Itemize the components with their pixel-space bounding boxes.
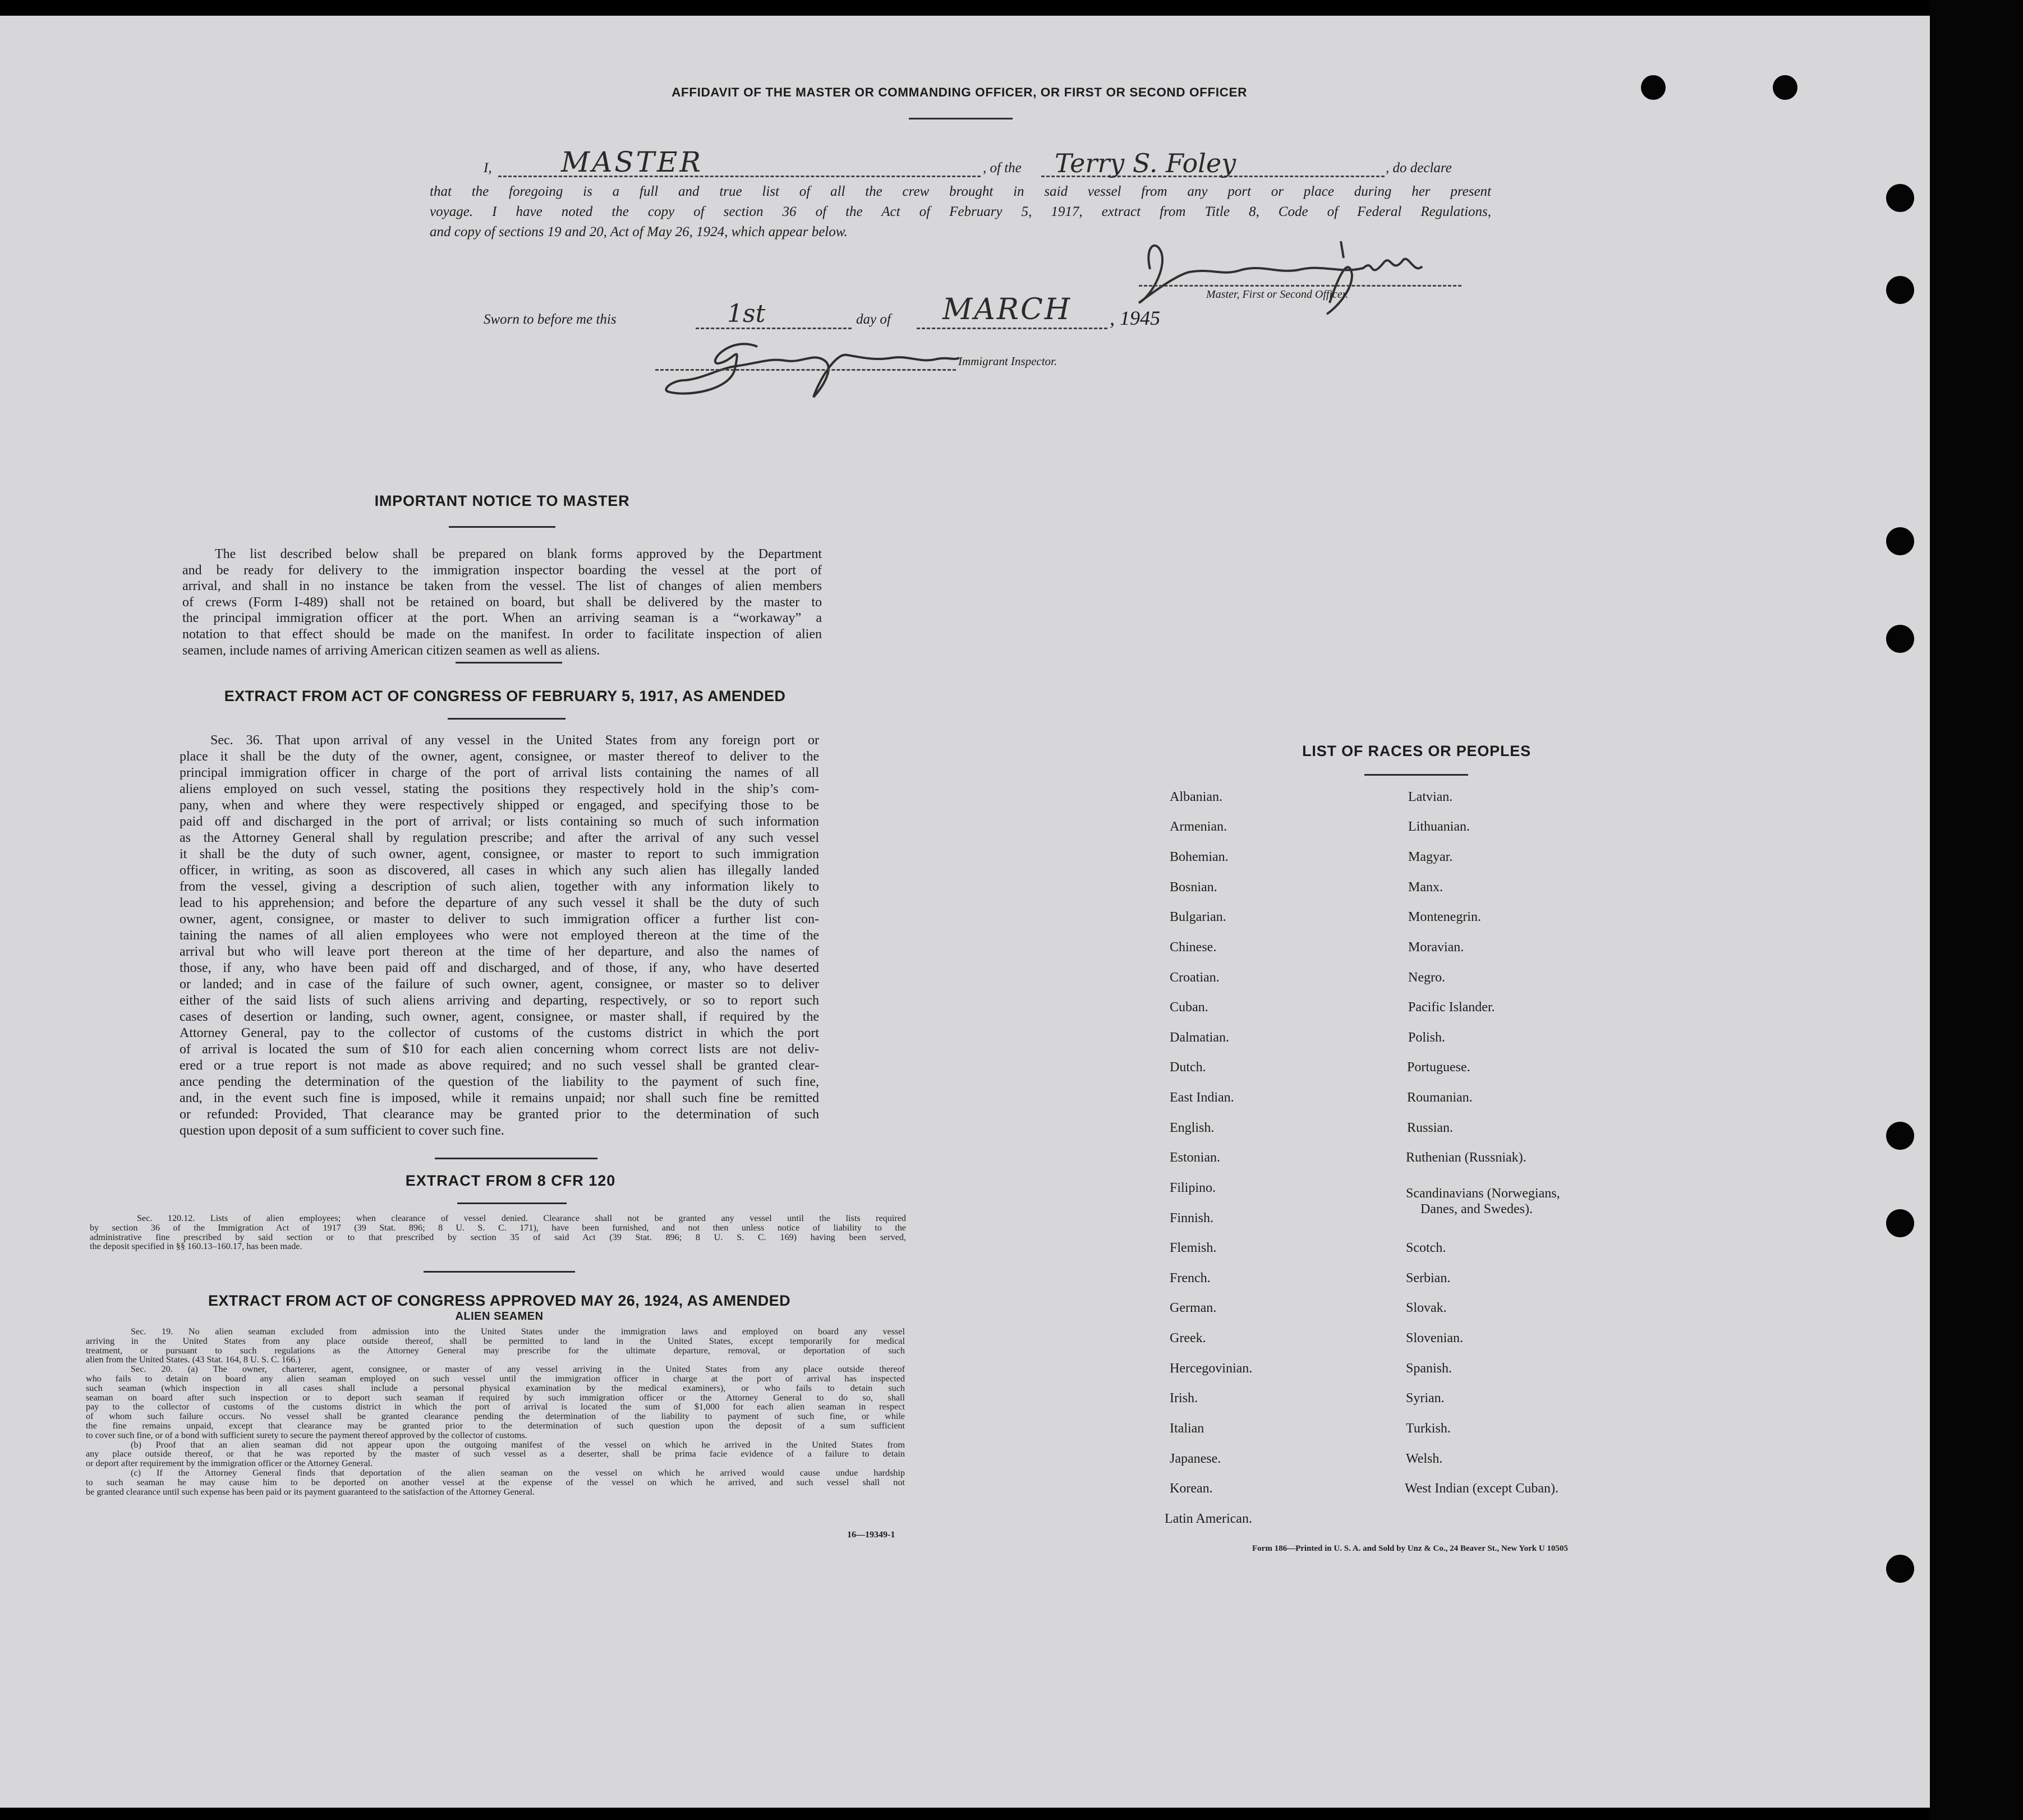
binder-hole: [1886, 276, 1914, 304]
sec-20-line: to cover such fine, or of a bond with sufficient surety to secure the payment thereof approved by the collector of customs.: [86, 1430, 527, 1440]
sec-20-line: the fine remains unpaid, except that clearance may be granted prior to the determination of such question upon the deposit of a sum sufficient: [86, 1420, 905, 1431]
race-right-item: Welsh.: [1406, 1452, 1443, 1466]
sworn-year: , 1945: [1110, 307, 1160, 329]
race-right-item: Polish.: [1408, 1030, 1446, 1045]
affidavit-line-4: and copy of sections 19 and 20, Act of May 26, 1924, which appear below.: [430, 224, 848, 239]
notice-body: [182, 546, 822, 658]
affidavit-heading: AFFIDAVIT OF THE MASTER OR COMMANDING OFFICER, OR FIRST OR SECOND OFFICER: [672, 85, 1247, 99]
extract-cfr-title: EXTRACT FROM 8 CFR 120: [405, 1172, 616, 1189]
extract-1917-title: EXTRACT FROM ACT OF CONGRESS OF FEBRUARY 5, 1917, AS AMENDED: [224, 688, 786, 704]
race-left-item: Croatian.: [1170, 970, 1220, 985]
alien-seamen-subtitle: ALIEN SEAMEN: [455, 1310, 544, 1323]
race-right-item: Magyar.: [1408, 850, 1453, 864]
race-right-item: Russian.: [1407, 1121, 1454, 1135]
binder-hole: [1886, 625, 1914, 653]
race-left-item: Chinese.: [1170, 940, 1217, 955]
binder-hole: [1641, 75, 1666, 100]
cfr-line: by section 36 of the Immigration Act of 1917 (39 Stat. 896; 8 U. S. C. 171), have been furnished, and not then unless notice of liability to the: [90, 1222, 906, 1233]
binder-hole: [1773, 75, 1797, 100]
section-36-line: place it shall be the duty of the owner, agent, consignee, or master thereof to deliver to the: [180, 749, 819, 764]
race-right-item: Montenegrin.: [1408, 910, 1481, 924]
heading-rule: [909, 118, 1013, 119]
race-right-item: Latvian.: [1408, 790, 1453, 804]
race-left-item: Irish.: [1170, 1391, 1198, 1406]
notice-line: notation to that effect should be made on the manifest. In order to facilitate inspection of alien: [182, 626, 822, 642]
sec-20c-line: be granted clearance until such expense has been paid or its payment guaranteed to the satisfaction of the Attorney General.: [86, 1486, 535, 1497]
race-left-item: Estonian.: [1170, 1150, 1220, 1165]
section-36-line: Sec. 36. That upon arrival of any vessel in the United States from any foreign port or: [210, 733, 819, 748]
race-right-item: Spanish.: [1406, 1361, 1452, 1376]
section-36-line: officer, in writing, as soon as discovered, all cases in which any such alien has illegally landed: [180, 863, 819, 878]
section-36-line: either of the said lists of such aliens arriving and departing, respectively, or so to report such: [180, 993, 819, 1008]
race-left-item: Dutch.: [1170, 1060, 1206, 1075]
do-declare-label: , do declare: [1386, 160, 1452, 176]
sec-20-line: who fails to detain on board any alien seaman employed on such vessel until the immigration officer in charge at the port of arrival has inspected: [86, 1373, 905, 1384]
sec-20-line: of whom such failure occurs. No vessel shall be granted clearance pending the determination of the liability to payment of such fine, or while: [86, 1411, 905, 1422]
race-left-item: Bulgarian.: [1170, 910, 1226, 924]
race-right-item: Pacific Islander.: [1408, 1000, 1495, 1015]
race-left-item: Finnish.: [1170, 1211, 1214, 1225]
sec-20c-line: to such seaman he may cause him to be deported on another vessel at the expense of the vessel on which he arrived, and such vessel shall not: [86, 1477, 905, 1487]
affidavit-line-3: voyage. I have noted the copy of section 36 of the Act of February 5, 1917, extract from Title 8, Code of Federal Regulations,: [430, 204, 1491, 219]
section-36-line: as the Attorney General shall by regulation prescribe; and after the arrival of any such vessel: [180, 831, 819, 845]
sec-20c-line: (c) If the Attorney General finds that deportation of the alien seaman on the vessel on which he arrived would cause undue hardship: [131, 1467, 905, 1478]
race-left-item: French.: [1170, 1271, 1211, 1285]
section-36-line: question upon deposit of a sum sufficient to cover such fine.: [180, 1123, 504, 1138]
sec-19-line: Sec. 19. No alien seaman excluded from admission into the United States under the immigration laws and employed on board any vessel: [131, 1326, 905, 1337]
section-36-line: of arrival is located the sum of $10 for each alien concerning whom correct lists are not deliv-: [180, 1042, 819, 1057]
race-right-item: Ruthenian (Russniak).: [1406, 1150, 1527, 1165]
inspector-signature: [651, 330, 965, 403]
notice-title-rule: [449, 526, 555, 528]
race-left-item: Bohemian.: [1170, 850, 1229, 864]
extract-cfr-body: [90, 1214, 906, 1251]
race-right-item: Slovak.: [1406, 1301, 1447, 1315]
notice-line: the principal immigration officer at the port. When an arriving seaman is a “workaway” a: [182, 611, 822, 626]
sec-19-line: alien from the United States. (43 Stat. 164, 8 U. S. C. 166.): [86, 1354, 301, 1365]
race-right-item: Moravian.: [1408, 940, 1464, 955]
printer-footer: Form 186—Printed in U. S. A. and Sold by Unz & Co., 24 Beaver St., New York U 10505: [1252, 1544, 1568, 1553]
binder-hole: [1886, 184, 1914, 212]
race-left-item: Albanian.: [1170, 790, 1222, 804]
race-right-item: Scandinavians (Norwegians,: [1406, 1186, 1560, 1201]
race-right-item: Manx.: [1408, 880, 1443, 895]
section-36-line: and, in the event such fine is imposed, while it remains unpaid; nor shall such fine be remitted: [180, 1091, 819, 1105]
sec-20-line: seaman on board after such inspection or to deport such seaman if required by such immigration officer or the Attorney General to do so, shall: [86, 1392, 905, 1403]
affidavit-line-2: that the foregoing is a full and true list of all the crew brought in said vessel from any port or place during her present: [430, 184, 1491, 199]
race-right-item: Lithuanian.: [1408, 819, 1470, 834]
section-36-line: ance pending the determination of the question of the liability to the payment of such fine,: [180, 1075, 819, 1089]
section-36-line: taining the names of all alien employees who were not employed thereon at the time of the: [180, 928, 819, 943]
notice-line: arrival, and shall in no instance be taken from the vessel. The list of changes of alien members: [182, 579, 822, 594]
race-left-item: Greek.: [1170, 1331, 1206, 1346]
sworn-day-handwritten: 1st: [727, 300, 766, 328]
race-right-item: Syrian.: [1406, 1391, 1445, 1406]
extract-1917-body: [180, 732, 819, 1139]
binder-hole: [1886, 527, 1914, 555]
inspector-signature-line: [655, 369, 956, 371]
day-of-label: day of: [856, 312, 891, 327]
sec-20b-line: or deport after requirement by the immigration officer or the Attorney General.: [86, 1458, 373, 1469]
race-left-item: Japanese.: [1170, 1452, 1221, 1466]
race-left-item: Cuban.: [1170, 1000, 1208, 1015]
races-title-rule: [1364, 774, 1468, 776]
binder-hole: [1886, 1209, 1914, 1237]
sworn-month-line: [917, 328, 1107, 329]
race-left-item: Latin American.: [1165, 1512, 1252, 1526]
extract-1917-rule: [448, 718, 565, 720]
sec-19-line: treatment, or pursuant to such regulations as the Attorney General may prescribe for the ultimate departure, removal, or deportation of such: [86, 1345, 905, 1356]
notice-title: IMPORTANT NOTICE TO MASTER: [374, 492, 630, 509]
master-signature: [1128, 236, 1475, 320]
section-36-line: lead to his apprehension; and before the departure of any such vessel it shall be the duty of such: [180, 896, 819, 910]
extract-cfr-end-rule: [424, 1271, 575, 1273]
race-left-item: German.: [1170, 1301, 1217, 1315]
section-36-line: ered or a true report is not made as above required; and no such vessel shall be granted clear-: [180, 1058, 819, 1073]
race-right-item: West Indian (except Cuban).: [1405, 1481, 1558, 1496]
sec-20b-line: any place outside thereof, or that he was reported by the master of such vessel as a deserter, shall be prima facie evidence of a failure to detain: [86, 1449, 905, 1459]
race-right-item: Roumanian.: [1407, 1090, 1473, 1105]
extract-cfr-rule: [457, 1202, 567, 1204]
form-code: 16—19349-1: [847, 1530, 895, 1540]
sworn-label: Sworn to before me this: [484, 312, 617, 327]
notice-line: and be ready for delivery to the immigration inspector boarding the vessel at the port of: [182, 563, 822, 578]
master-caption: Master, First or Second Officer.: [1206, 288, 1349, 301]
notice-line: The list described below shall be prepared on blank forms approved by the Department: [215, 547, 822, 561]
race-right-item: Portuguese.: [1407, 1060, 1470, 1075]
scan-border: [1930, 0, 2023, 1820]
race-left-item: Armenian.: [1170, 819, 1227, 834]
section-36-line: it shall be the duty of such owner, agent, consignee, or master to report to such immigration: [180, 847, 819, 861]
section-36-line: paid off and discharged in the port of arrival; or lists containing so much of such information: [180, 814, 819, 829]
race-right-item-wrap: Danes, and Swedes).: [1420, 1202, 1533, 1217]
section-36-line: or landed; and in case of the failure of such owner, agent, consignee, or master so to deliver: [180, 977, 819, 992]
section-36-line: those, if any, who have been paid off and discharged, and of those, if any, who have deserted: [180, 961, 819, 975]
sec-20-line: pay to the collector of customs of the customs district in which the port of arrival is located the sum of $1,000 for each alien seaman in respect: [86, 1402, 905, 1412]
section-36-line: pany, when and where they were respectively shipped or engaged, and specifying those to be: [180, 798, 819, 813]
race-right-item: Slovenian.: [1406, 1331, 1463, 1346]
race-right-item: Turkish.: [1406, 1421, 1451, 1436]
race-left-item: Flemish.: [1170, 1241, 1217, 1255]
notice-line: of crews (Form I-489) shall not be retained on board, but shall be delivered by the master to: [182, 595, 822, 610]
race-right-item: Negro.: [1408, 970, 1445, 985]
affidavit-i-label: I,: [484, 160, 492, 176]
section-36-line: arrival but who will leave port thereon at the time of her departure, and also the names of: [180, 944, 819, 959]
race-left-item: Filipino.: [1170, 1181, 1216, 1195]
cfr-line: the deposit specified in §§ 160.13–160.17, has been made.: [90, 1241, 302, 1252]
binder-hole: [1886, 1555, 1914, 1583]
inspector-caption: Immigrant Inspector.: [958, 354, 1058, 368]
races-title: LIST OF RACES OR PEOPLES: [1302, 743, 1531, 759]
extract-1924-title: EXTRACT FROM ACT OF CONGRESS APPROVED MAY 26, 1924, AS AMENDED: [208, 1292, 790, 1309]
section-36-line: aliens employed on such vessel, stating the positions they respectively hold in the ship’s com-: [180, 782, 819, 796]
section-36-line: from the vessel, giving a description of such alien, together with any information likely to: [180, 879, 819, 894]
race-right-item: Scotch.: [1406, 1241, 1446, 1255]
race-left-item: Bosnian.: [1170, 880, 1217, 895]
race-left-item: Dalmatian.: [1170, 1030, 1229, 1045]
sec-20-line: such seaman (which inspection in all cases shall include a personal physical examination by the medical examiners), or who fails to detain such: [86, 1383, 905, 1393]
manifest-page: [0, 16, 1930, 1808]
section-36-line: principal immigration officer in charge of the port of arrival lists containing the names of all: [180, 766, 819, 780]
notice-end-rule: [456, 662, 562, 664]
sworn-month-handwritten: MARCH: [942, 293, 1072, 326]
master-name-handwritten: MASTER: [561, 146, 704, 178]
sec-19-line: arriving in the United States from any place outside thereof, shall be permitted to land in the United States, except temporarily for medical: [86, 1335, 905, 1346]
race-left-item: Korean.: [1170, 1481, 1213, 1496]
cfr-line: administrative fine prescribed by said section or to that prescribed by section 35 of said Act (39 Stat. 896; 8 U. S. C. 169) having been served,: [90, 1232, 906, 1242]
section-36-line: Attorney General, pay to the collector of customs of the customs district in which the port: [180, 1026, 819, 1040]
section-36-line: owner, agent, consignee, or master to deliver to such immigration officer a further list con-: [180, 912, 819, 927]
race-right-item: Serbian.: [1406, 1271, 1451, 1285]
race-left-item: East Indian.: [1170, 1090, 1234, 1105]
sworn-day-line: [696, 328, 852, 329]
notice-line: seamen, include names of arriving American citizen seamen as well as aliens.: [182, 643, 600, 658]
extract-1917-end-rule: [435, 1158, 597, 1159]
master-signature-line: [1139, 285, 1461, 287]
extract-1924-body: [86, 1327, 905, 1496]
race-left-item: Italian: [1170, 1421, 1204, 1436]
vessel-name-handwritten: Terry S. Foley: [1055, 148, 1236, 178]
sec-20-line: Sec. 20. (a) The owner, charterer, agent, consignee, or master of any vessel arriving in the United States from any place outside thereof: [131, 1364, 905, 1375]
sec-20b-line: (b) Proof that an alien seaman did not appear upon the outgoing manifest of the vessel on which he arrived in the United States from: [131, 1439, 905, 1450]
section-36-line: or refunded: Provided, That clearance may be granted prior to the determination of such: [180, 1107, 819, 1122]
binder-hole: [1886, 1122, 1914, 1150]
section-36-line: cases of desertion or landing, such owner, agent, consignee, or master shall, if required by the: [180, 1010, 819, 1024]
cfr-line: Sec. 120.12. Lists of alien employees; when clearance of vessel denied. Clearance shall not be granted any vessel until the lists required: [137, 1213, 906, 1223]
race-left-item: Hercegovinian.: [1170, 1361, 1253, 1376]
affidavit-of-the-label: , of the: [983, 160, 1022, 176]
race-left-item: English.: [1170, 1121, 1215, 1135]
